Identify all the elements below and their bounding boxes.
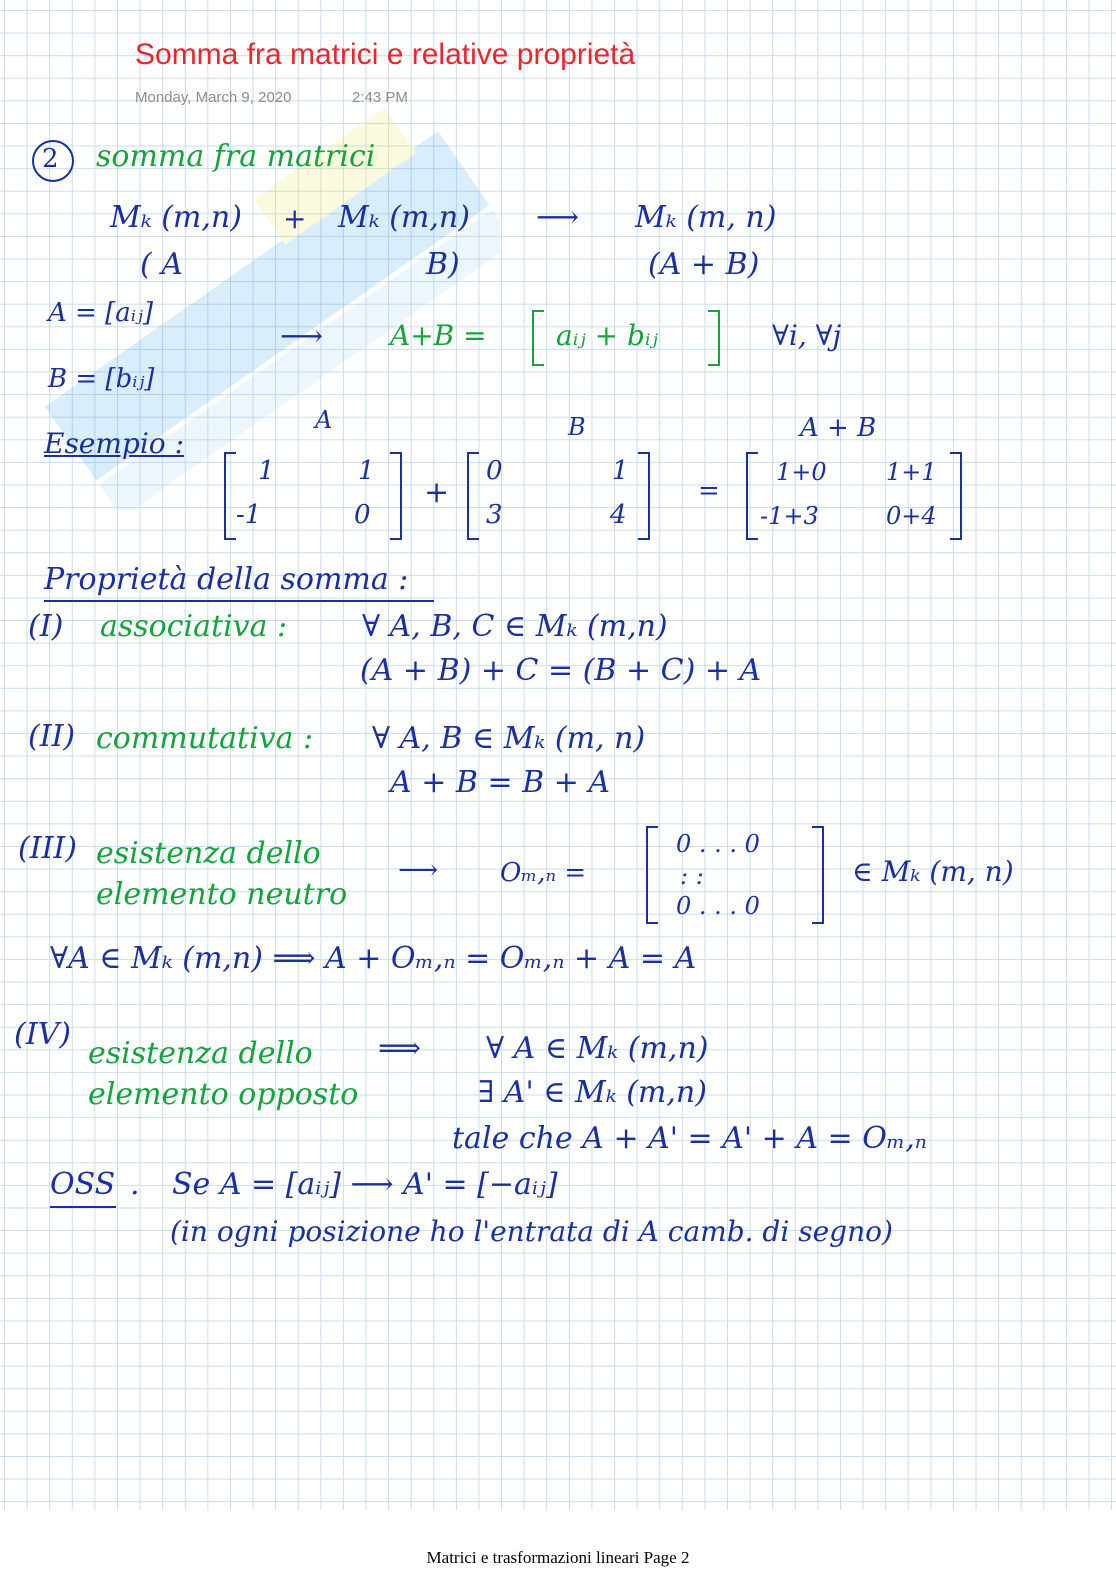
matrix-a-cell: 0 — [354, 500, 371, 530]
property-commutative-line1: ∀ A, B ∈ Mₖ (m, n) — [372, 721, 646, 756]
properties-heading: Proprietà della somma : — [44, 562, 409, 597]
matrix-sum-cell: -1+3 — [760, 502, 819, 530]
property-opposite-line3: tale che A + A' = A' + A = Oₘ,ₙ — [452, 1121, 927, 1156]
property-roman-iii: (III) — [18, 831, 77, 866]
matrix-b-cell: 1 — [612, 456, 629, 486]
matrix-b-close — [638, 452, 650, 540]
matrix-a-close — [390, 452, 402, 540]
def-b-entries: B = [bᵢⱼ] — [48, 364, 155, 394]
matrix-sum-cell: 1+0 — [776, 458, 827, 486]
property-commutative-line2: A + B = B + A — [390, 765, 611, 800]
matrix-a-cell: 1 — [358, 456, 375, 486]
def-label-b: B) — [426, 247, 460, 282]
observation-label: OSS — [50, 1167, 116, 1202]
observation-underline — [50, 1206, 116, 1208]
example-plus: + — [424, 475, 450, 510]
def-left-space: Mₖ (m,n) — [110, 200, 242, 235]
matrix-sum-cell: 0+4 — [886, 502, 937, 530]
property-name-associative: associativa : — [100, 609, 288, 644]
section-heading: somma fra matrici — [96, 139, 376, 174]
zero-matrix-close — [812, 826, 824, 924]
sum-definition-label: A+B = — [390, 319, 487, 352]
def-right-space: Mₖ (m,n) — [338, 200, 470, 235]
property-neutral-line2: ∀A ∈ Mₖ (m,n) ⟹ A + Oₘ,ₙ = Oₘ,ₙ + A = A — [50, 941, 697, 976]
page-footer: Matrici e trasformazioni lineari Page 2 — [426, 1548, 690, 1567]
observation-dot: . — [130, 1167, 140, 1202]
property-name-commutative: commutativa : — [96, 721, 314, 756]
property-neutral-arrow: ⟶ — [398, 853, 439, 886]
property-roman-i: (I) — [28, 609, 64, 644]
note-time: 2:43 PM — [352, 89, 408, 106]
matrix-a-cell: -1 — [236, 500, 262, 530]
def-implies-arrow: ⟶ — [280, 319, 324, 354]
property-associative-line2: (A + B) + C = (B + C) + A — [360, 653, 762, 688]
section-number: 2 — [42, 144, 59, 174]
property-opposite-line2: ∃ A' ∈ Mₖ (m,n) — [478, 1075, 707, 1110]
zero-matrix-row: 0 . . . 0 — [676, 892, 760, 920]
example-head-a: A — [315, 406, 333, 434]
zero-matrix-row: 0 . . . 0 — [676, 830, 760, 858]
observation-text: Se A = [aᵢⱼ] ⟶ A' = [−aᵢⱼ] — [172, 1167, 558, 1202]
sum-definition-entries: aᵢⱼ + bᵢⱼ — [556, 319, 658, 352]
page-title: Somma fra matrici e relative proprietà — [135, 38, 636, 71]
matrix-b-cell: 4 — [610, 500, 627, 530]
property-associative-line1: ∀ A, B, C ∈ Mₖ (m,n) — [362, 609, 668, 644]
matrix-a-open — [224, 452, 236, 540]
observation-note: (in ogni posizione ho l'entrata di A camb. di segno) — [170, 1215, 893, 1248]
matrix-a-cell: 1 — [258, 456, 275, 486]
def-label-a: ( A — [140, 247, 183, 282]
property-name-neutral: esistenza dello elemento neutro — [96, 836, 348, 912]
sum-close-bracket — [708, 310, 720, 366]
example-head-sum: A + B — [800, 413, 877, 443]
property-roman-ii: (II) — [28, 719, 76, 754]
def-plus: + — [283, 202, 307, 235]
property-name-opposite: esistenza dello elemento opposto — [88, 1036, 359, 1112]
example-head-b: B — [568, 413, 586, 441]
properties-underline — [44, 600, 434, 602]
matrix-b-cell: 0 — [486, 456, 503, 486]
property-roman-iv: (IV) — [14, 1017, 71, 1052]
example-equals: = — [698, 476, 720, 506]
sum-open-bracket — [532, 310, 544, 366]
property-opposite-line1: ∀ A ∈ Mₖ (m,n) — [486, 1031, 709, 1066]
matrix-b-cell: 3 — [486, 500, 503, 530]
zero-matrix-membership: ∈ Mₖ (m, n) — [852, 855, 1014, 888]
matrix-sum-cell: 1+1 — [886, 458, 937, 486]
zero-matrix-row: : : — [680, 862, 704, 890]
zero-matrix-open — [646, 826, 658, 924]
example-label: Esempio : — [44, 427, 184, 460]
matrix-b-open — [467, 452, 479, 540]
sum-quantifier: ∀i, ∀j — [772, 319, 842, 352]
def-a-entries: A = [aᵢⱼ] — [48, 298, 153, 328]
note-date: Monday, March 9, 2020 — [135, 89, 292, 106]
zero-matrix-label: Oₘ,ₙ = — [500, 858, 587, 888]
matrix-sum-close — [950, 452, 962, 540]
matrix-sum-open — [746, 452, 758, 540]
def-arrow: ⟶ — [536, 200, 580, 235]
def-label-sum: (A + B) — [648, 247, 760, 282]
def-result-space: Mₖ (m, n) — [635, 200, 777, 235]
property-opposite-arrow: ⟹ — [378, 1031, 422, 1066]
